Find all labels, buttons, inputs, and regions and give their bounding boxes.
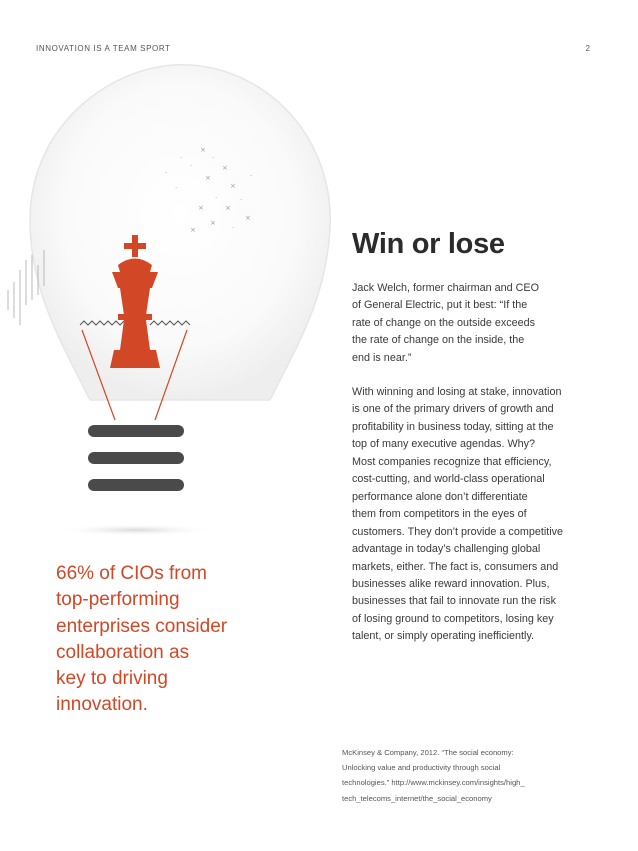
svg-text:·: · [175,184,178,192]
svg-text:·: · [232,224,235,232]
svg-text:·: · [250,172,253,180]
svg-text:·: · [212,154,215,162]
svg-text:×: × [205,174,211,182]
section-title: INNOVATION IS A TEAM SPORT [36,44,171,53]
stat-callout: 66% of CIOs from top-performing enterprises consider collaboration as key to driving innovation. [56,563,228,716]
svg-text:·: · [240,196,243,204]
page-title: Win or lose [352,228,505,260]
svg-text:×: × [200,146,206,154]
svg-text:·: · [165,169,168,177]
body-paragraph: With winning and losing at stake, innovation is one of the primary drivers of growth and profitability in business today, sitting at the top of many executive agendas. Why? Most companies recognize that efficiency, cost-cutting, and world-class operational performance alone don’t differentiate them from competitors in the eyes of customers. They don’t provide a competitive advantage in today’s challenging global markets, either. The fact is, consumers and businesses alike reward innovation. Plus, businesses that fail to innovate run the risk of losing ground to competitors, losing key talent, or simply operating inefficiently. [352,386,564,643]
intro-paragraph: Jack Welch, former chairman and CEO of General Electric, put it best: “If the rate of change on the outside exceeds the rate of change on the inside, the end is near.” [352,282,540,364]
svg-text:·: · [190,162,193,170]
bulb-shadow [56,524,216,536]
svg-text:×: × [245,214,251,222]
lightbulb-king-illustration [0,60,340,560]
citation-footnote: McKinsey & Company, 2012. “The social economy: Unlocking value and productivity through social technologies.” http://www.mckinsey.com/insights/high_ tech_telecoms_internet/the_social_economy [342,748,525,803]
svg-text:×: × [210,219,216,227]
svg-text:×: × [225,204,231,212]
svg-text:×: × [230,182,236,190]
svg-text:×: × [190,226,196,234]
svg-text:·: · [180,154,183,162]
page-number: 2 [585,44,590,53]
bulb-base [88,425,184,491]
svg-text:×: × [222,164,228,172]
svg-text:·: · [215,194,218,202]
svg-text:×: × [198,204,204,212]
